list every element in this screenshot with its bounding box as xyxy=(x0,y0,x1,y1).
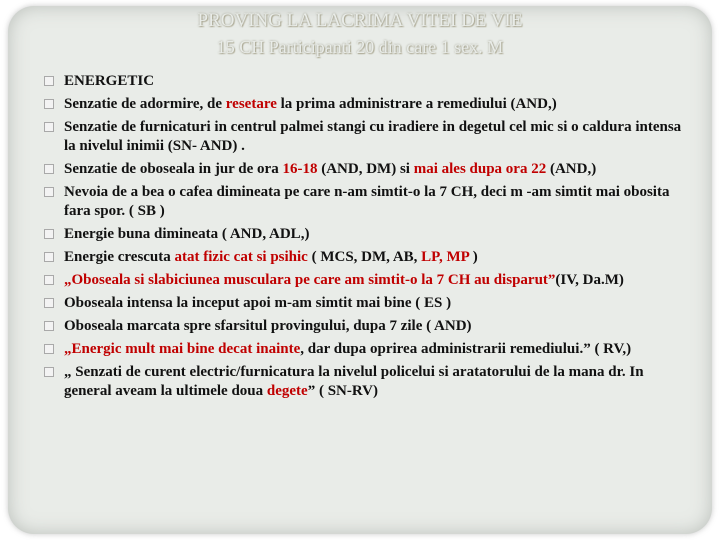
item-text: Energie buna dimineata ( AND, ADL,) xyxy=(64,226,310,242)
list-item xyxy=(44,248,684,267)
square-bullet-icon xyxy=(44,298,54,308)
item-text: Energie crescuta xyxy=(64,249,175,265)
item-text: Senzatie de adormire, de xyxy=(64,96,226,112)
item-text: , dar dupa oprirea administrarii remediului.” ( RV,) xyxy=(300,341,632,357)
highlight-text: „Oboseala si slabiciunea musculara pe care am simtit-o la 7 CH au disparut” xyxy=(64,272,556,288)
highlight-text: LP, MP xyxy=(421,249,469,265)
item-text: ” ( SN-RV) xyxy=(307,383,379,399)
list-item xyxy=(44,72,684,91)
square-bullet-icon xyxy=(44,122,54,132)
title-line-1: PROVING LA LACRIMA VITEI DE VIE xyxy=(197,10,523,31)
item-text: la prima administrare a remediului (AND,) xyxy=(276,96,557,112)
square-bullet-icon xyxy=(44,229,54,239)
list-item xyxy=(44,95,684,114)
list-item xyxy=(44,183,684,221)
item-text: ) xyxy=(468,249,478,265)
square-bullet-icon xyxy=(44,187,54,197)
list-item xyxy=(44,160,684,179)
item-text: (AND,) xyxy=(546,161,597,177)
list-item xyxy=(44,317,684,336)
item-text: ENERGETIC xyxy=(64,73,155,89)
highlight-text: 16-18 xyxy=(282,161,318,177)
item-text: Senzatie de oboseala in jur de ora xyxy=(64,161,283,177)
square-bullet-icon xyxy=(44,367,54,377)
list-item xyxy=(44,340,684,359)
square-bullet-icon xyxy=(44,76,54,86)
bullet-list xyxy=(44,72,684,405)
list-item xyxy=(44,225,684,244)
square-bullet-icon xyxy=(44,321,54,331)
item-text: (IV, Da.M) xyxy=(555,272,624,288)
highlight-text: degete xyxy=(266,383,308,399)
title-line-2: 15 CH Participanti 20 din care 1 sex. M xyxy=(216,37,504,57)
slide-title xyxy=(0,8,720,60)
item-text: Senzatie de furnicaturi in centrul palmei stangi cu iradiere in degetul cel mic si o caldura intensa la nivelul inimii (SN- AND) . xyxy=(64,119,682,154)
item-text: (AND, DM) si xyxy=(317,161,414,177)
item-text: Oboseala marcata spre sfarsitul provingului, dupa 7 zile ( AND) xyxy=(64,318,472,334)
highlight-text: atat fizic cat si psihic xyxy=(174,249,308,265)
list-item xyxy=(44,363,684,401)
highlight-text: mult mai bine decat inainte xyxy=(125,341,301,357)
square-bullet-icon xyxy=(44,252,54,262)
square-bullet-icon xyxy=(44,344,54,354)
square-bullet-icon xyxy=(44,99,54,109)
list-item xyxy=(44,294,684,313)
square-bullet-icon xyxy=(44,164,54,174)
item-text: ( MCS, DM, AB, xyxy=(307,249,422,265)
item-text: Nevoia de a bea o cafea dimineata pe care n-am simtit-o la 7 CH, deci m -am simtit mai obosita fara spor. ( SB ) xyxy=(64,184,670,219)
list-item xyxy=(44,271,684,290)
highlight-text: resetare xyxy=(225,96,277,112)
item-text: „ Senzati de curent electric/furnicatura la nivelul policelui si aratatorului de la mana dr. In general aveam la ultimele doua xyxy=(64,364,644,399)
item-text: Oboseala intensa la inceput apoi m-am simtit mai bine ( ES ) xyxy=(64,295,452,311)
highlight-text: „Energic xyxy=(64,341,126,357)
highlight-text: mai ales dupa ora 22 xyxy=(413,161,547,177)
list-item xyxy=(44,118,684,156)
square-bullet-icon xyxy=(44,275,54,285)
